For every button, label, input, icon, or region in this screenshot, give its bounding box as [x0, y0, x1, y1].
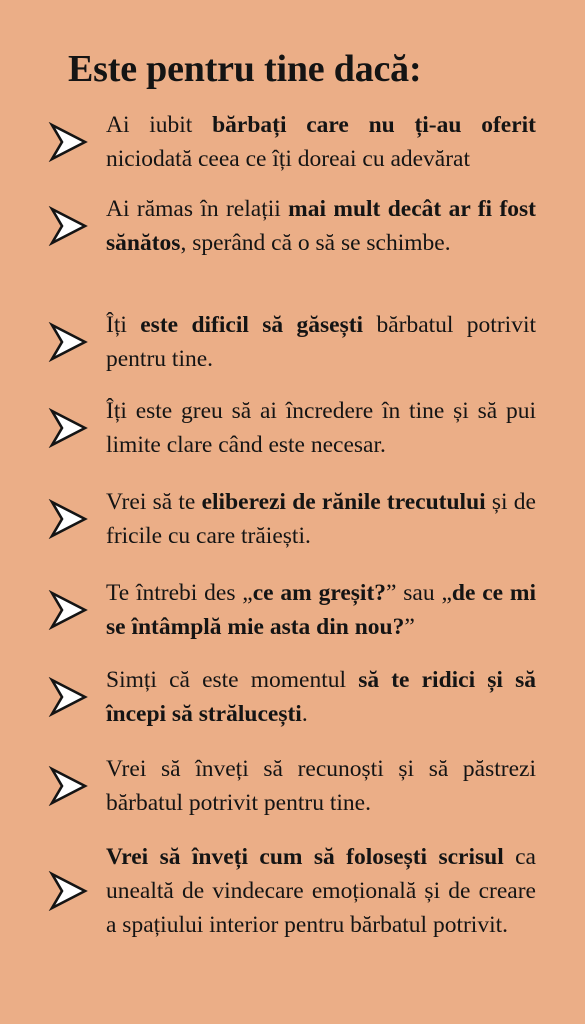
bold-text-segment: bărbați care nu ți-au oferit — [212, 112, 536, 138]
bold-text-segment: Vrei să înveți cum să folosești scrisul — [106, 844, 504, 870]
text-segment: bărbatul potrivit pentru tine. — [106, 312, 537, 372]
page-title: Este pentru tine dacă: — [68, 48, 422, 90]
arrow-right-icon — [48, 590, 90, 630]
bold-text-segment: de ce mi se întâmplă mie asta din nou? — [106, 580, 537, 640]
list-item-text — [106, 485, 536, 553]
text-segment: Te întrebi des „ — [106, 580, 253, 606]
arrow-right-icon — [48, 206, 90, 246]
text-segment: . — [301, 701, 308, 727]
text-segment: Simți că este momentul — [106, 667, 359, 693]
text-segment: ca unealtă de vindecare emoțională și de creare a spațiului interior pentru bărbatul potrivit. — [106, 844, 536, 938]
list-item-text — [106, 394, 536, 462]
list-item-text — [106, 576, 536, 644]
text-segment: Vrei să înveți să recunoști și să păstrezi bărbatul potrivit pentru tine. — [106, 756, 536, 816]
text-segment: Ai iubit — [106, 112, 213, 138]
arrow-right-icon — [48, 408, 90, 448]
text-segment: Îți este greu să ai încredere în tine și să pui limite clare când este necesar. — [106, 398, 536, 458]
arrow-right-icon — [48, 677, 90, 717]
text-segment: Ai rămas în relații — [106, 196, 289, 222]
text-segment: ” — [404, 614, 415, 640]
arrow-right-icon — [48, 322, 90, 362]
text-segment: ” sau „ — [386, 580, 452, 606]
arrow-right-icon — [48, 499, 90, 539]
bold-text-segment: eliberezi de rănile trecutului — [201, 489, 486, 515]
list-item-text — [106, 192, 536, 260]
text-segment: , sperând că o să se schimbe. — [180, 230, 451, 256]
text-segment: Vrei să te — [106, 489, 202, 515]
bold-text-segment: este dificil să găsești — [140, 312, 364, 338]
list-item-text — [106, 752, 536, 820]
list-item-text — [106, 840, 536, 942]
list-item-text — [106, 108, 536, 176]
text-segment: Îți — [106, 312, 141, 338]
text-segment: și de fricile cu care trăiești. — [106, 489, 536, 549]
text-segment: niciodată ceea ce îți doreai cu adevărat — [106, 146, 471, 172]
bold-text-segment: ce am greșit? — [252, 580, 387, 606]
list-item-text — [106, 308, 536, 376]
arrow-right-icon — [48, 122, 90, 162]
arrow-right-icon — [48, 871, 90, 911]
arrow-right-icon — [48, 766, 90, 806]
list-item-text — [106, 663, 536, 731]
bold-text-segment: mai mult decât ar fi fost sănătos — [106, 196, 536, 256]
bold-text-segment: să te ridici și să începi să strălucești — [106, 667, 536, 727]
